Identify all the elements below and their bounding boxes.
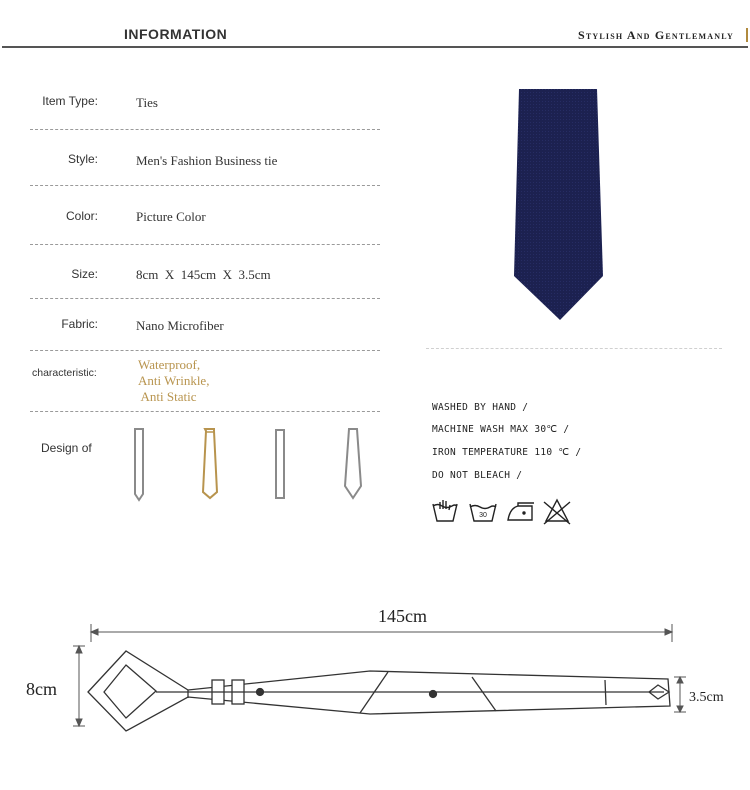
row-divider <box>30 185 380 186</box>
care-line: IRON TEMPERATURE 110 ℃ / <box>432 447 582 458</box>
size-label: Size: <box>71 267 98 281</box>
header-divider <box>2 46 748 48</box>
fabric-value: Nano Microfiber <box>136 318 224 333</box>
brand-tagline: Stylish And Gentlemanly <box>577 28 734 42</box>
size-value: 8cm X 145cm X 3.5cm <box>136 267 271 282</box>
characteristic-label: characteristic: <box>32 367 97 379</box>
characteristic-line: Waterproof, <box>138 357 201 372</box>
no-bleach-icon <box>544 500 570 524</box>
color-label: Color: <box>65 209 98 223</box>
style-value: Men's Fashion Business tie <box>136 153 278 168</box>
length-arrow <box>91 624 672 642</box>
width-dimension-label: 8cm <box>26 679 57 699</box>
wash-temp-text: 30 <box>479 512 487 519</box>
row-divider <box>30 411 380 412</box>
navy-tie-image <box>500 86 620 326</box>
slim-tie-outline-icon <box>135 429 143 500</box>
style-label: Style: <box>67 152 98 166</box>
item-type-label: Item Type: <box>42 94 98 108</box>
color-value: Picture Color <box>136 209 206 224</box>
tie-outline-diagram <box>88 651 670 731</box>
hand-wash-icon <box>433 500 457 521</box>
design-label: Design of <box>41 441 92 455</box>
fabric-label: Fabric: <box>61 317 98 331</box>
row-divider <box>30 129 380 130</box>
row-divider <box>30 298 380 299</box>
section-title: INFORMATION <box>124 26 228 42</box>
row-divider <box>30 244 380 245</box>
tip-width-dimension-label: 3.5cm <box>689 690 724 705</box>
item-type-value: Ties <box>136 95 158 110</box>
wide-tie-outline-icon <box>345 429 361 498</box>
care-line: MACHINE WASH MAX 30℃ / <box>432 424 570 435</box>
characteristic-values <box>138 357 209 405</box>
square-tie-outline-icon <box>276 430 284 498</box>
width-arrow <box>73 646 85 726</box>
characteristic-line: Anti Static <box>138 389 197 404</box>
characteristic-line: Anti Wrinkle, <box>138 373 210 388</box>
tagline-accent-bar <box>746 28 748 42</box>
care-line: DO NOT BLEACH / <box>432 470 523 481</box>
row-divider <box>30 350 380 351</box>
length-dimension-label: 145cm <box>378 606 427 626</box>
iron-icon <box>508 503 534 520</box>
gold-tie-outline-icon <box>203 429 217 498</box>
care-icons-row <box>430 496 580 526</box>
tie-shapes-row <box>125 426 385 502</box>
tie-dimension-diagram <box>60 620 690 740</box>
image-divider <box>426 348 722 349</box>
tip-width-arrow <box>674 677 686 712</box>
care-line: WASHED BY HAND / <box>432 402 529 413</box>
